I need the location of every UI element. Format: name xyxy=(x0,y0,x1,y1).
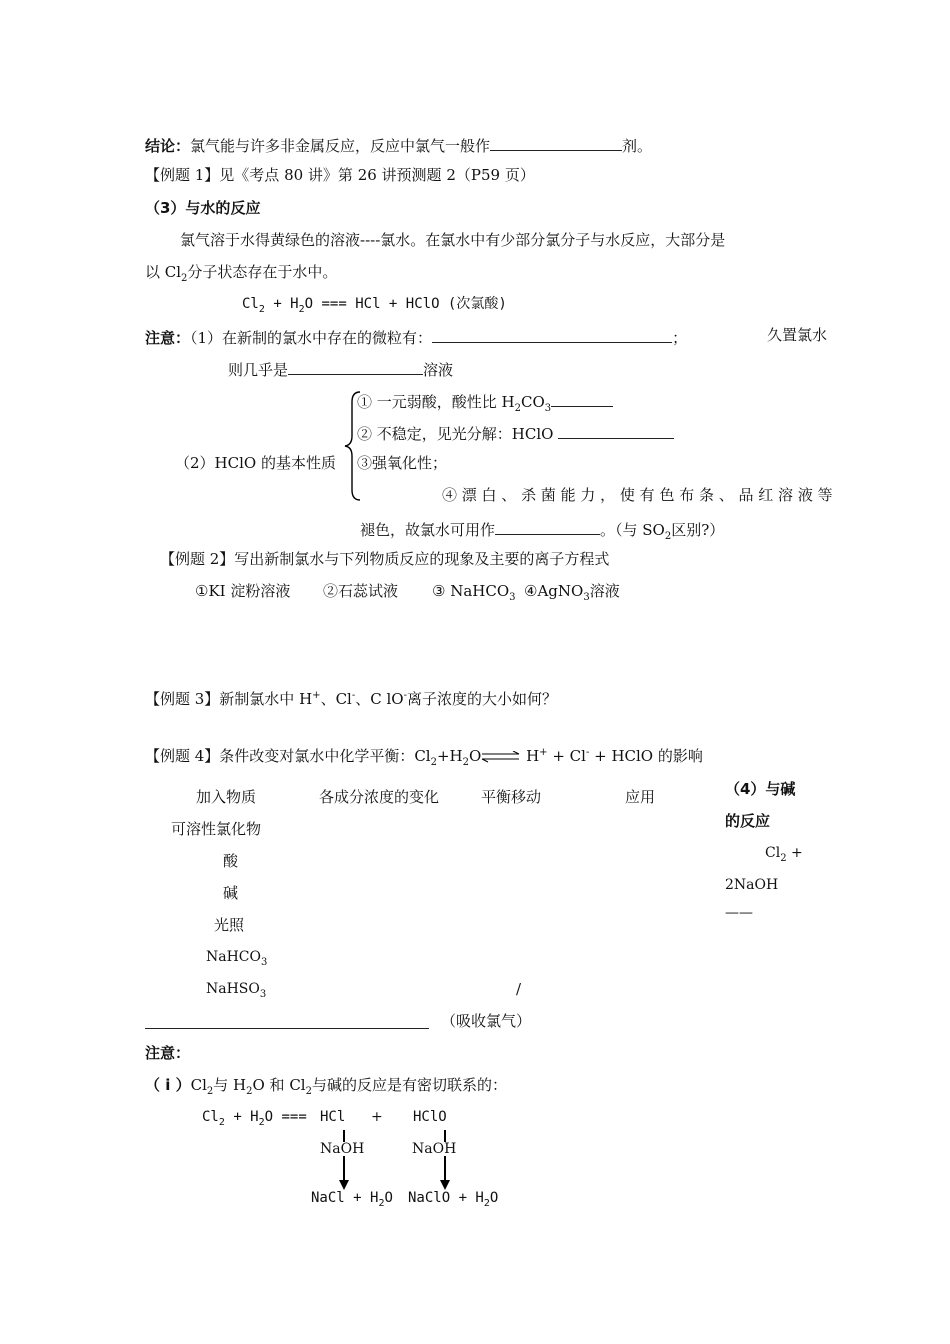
superscript: - xyxy=(351,690,356,701)
conclusion-label: 结论： xyxy=(145,137,191,155)
diagram-naoh-2: NaOH xyxy=(412,1141,457,1157)
ex3-text: 离子浓度的大小如何？ xyxy=(406,690,557,708)
ex4-text: +H xyxy=(436,747,463,765)
hclo-text: 褪色，故氯水可用作 xyxy=(360,521,496,539)
conclusion-suffix: 剂。 xyxy=(622,137,653,155)
ex3-text: 【例题 3】新制氯水中 H xyxy=(145,690,313,708)
subscript: 2 xyxy=(514,403,521,414)
diag-text: NaClO + H xyxy=(408,1190,484,1206)
subscript: 3 xyxy=(259,988,267,1000)
table-header-application: 应用 xyxy=(625,788,656,806)
example2-title: 【例题 2】写出新制氯水与下列物质反应的现象及主要的离子方程式 xyxy=(160,550,610,568)
note-label: 注意： xyxy=(145,329,191,347)
para1-line2 xyxy=(145,263,338,284)
table-header-concentration: 各成分浓度的变化 xyxy=(319,788,440,806)
para1-line1: 氯气溶于水得黄绿色的溶液----氯水。在氯水中有少部分氯分子与水反应，大部分是 xyxy=(180,231,726,249)
conclusion-text: 氯气能与许多非金属反应，反应中氯气一般作 xyxy=(190,137,491,155)
table-header-substance: 加入物质 xyxy=(196,788,257,806)
semicolon: ； xyxy=(672,329,688,347)
ex4-text: 【例题 4】条件改变对氯水中化学平衡：Cl xyxy=(145,747,431,765)
note1-right: 久置氯水 xyxy=(767,326,828,344)
ex3-text: 、Cl xyxy=(320,690,352,708)
subscript: 2 xyxy=(258,303,265,315)
diagram-bottom-eq-2 xyxy=(408,1190,499,1209)
arrow-head-icon xyxy=(339,1180,349,1190)
blank-acidity xyxy=(551,392,613,407)
subscript: 2 xyxy=(430,757,437,768)
diagram-bottom-eq xyxy=(311,1190,393,1209)
subscript: 3 xyxy=(509,592,516,603)
item-text: 溶液 xyxy=(589,582,620,600)
superscript: - xyxy=(403,690,407,701)
equation-chlorine-water xyxy=(242,296,507,315)
note2-text: 与碱的反应是有密切联系的： xyxy=(311,1076,507,1094)
diag-text: NaCl + H xyxy=(311,1190,379,1206)
table-row xyxy=(206,949,268,968)
subscript: 3 xyxy=(544,403,552,414)
eq-part: + H xyxy=(264,296,299,312)
superscript: + xyxy=(539,747,548,758)
equilibrium-arrow-icon xyxy=(481,751,521,763)
side-eq-3: —— xyxy=(725,905,753,921)
note2-index: （ i ） xyxy=(145,1076,191,1094)
example2-item2: ②石蕊试液 xyxy=(323,582,399,600)
blank-solution xyxy=(288,360,423,375)
subscript: 2 xyxy=(305,1086,312,1097)
superscript: + xyxy=(312,690,321,701)
absorb-line xyxy=(145,1014,429,1032)
ex4-text: O xyxy=(469,747,482,765)
superscript: - xyxy=(585,747,590,758)
para1-text-b: 分子状态存在于水中。 xyxy=(187,263,338,281)
hclo-prop4: ④ 漂 白 、 杀 菌 能 力 ， 使 有 色 布 条 、 品 红 溶 液 等 xyxy=(442,486,833,504)
note1-line xyxy=(145,328,687,346)
table-header-shift: 平衡移动 xyxy=(481,788,542,806)
subscript: 2 xyxy=(218,1116,225,1128)
note1-text-end: 溶液 xyxy=(423,361,454,379)
subscript: 2 xyxy=(258,1116,265,1128)
table-row: 碱 xyxy=(223,884,239,902)
hclo-text: ① 一元弱酸，酸性比 H xyxy=(357,393,515,411)
eq-part: Cl xyxy=(242,296,259,312)
diagram-top-eq xyxy=(202,1109,307,1128)
note1-line2 xyxy=(228,360,453,378)
note2-text: 与 H xyxy=(213,1076,247,1094)
subscript: 2 xyxy=(378,1197,385,1209)
diag-text: O xyxy=(384,1190,393,1206)
subscript: 2 xyxy=(246,1086,253,1097)
blank-particles xyxy=(432,328,672,343)
note2-text: O 和 Cl xyxy=(252,1076,306,1094)
ex3-text: 、C lO xyxy=(355,690,404,708)
hclo-prop2 xyxy=(357,424,674,442)
diagram-hcl: HCl xyxy=(320,1109,346,1125)
absorb-label: （吸收氯气） xyxy=(441,1012,532,1030)
table-row xyxy=(206,981,267,1000)
subscript: 2 xyxy=(181,273,188,284)
blank-use xyxy=(495,520,600,535)
diagram-plus: + xyxy=(371,1109,383,1125)
diag-text: Cl xyxy=(202,1109,219,1125)
example4-line xyxy=(145,747,703,768)
hclo-prop3: ③强氧化性； xyxy=(357,454,448,472)
subscript: 2 xyxy=(664,531,672,542)
item-text: ④AgNO xyxy=(524,582,584,600)
note2-i-line xyxy=(145,1076,507,1097)
diagram-naoh-1: NaOH xyxy=(320,1141,365,1157)
subscript: 3 xyxy=(583,592,590,603)
diag-text: O === xyxy=(264,1109,307,1125)
hclo-text: 。（与 SO xyxy=(600,521,665,539)
hclo-text: CO xyxy=(521,393,545,411)
table-slash: / xyxy=(516,980,522,998)
row-text: NaHCO xyxy=(206,949,261,965)
table-row: 酸 xyxy=(223,852,239,870)
section3-title: （3）与水的反应 xyxy=(145,199,261,217)
row-text: NaHSO xyxy=(206,981,260,997)
eq-part: O === HCl + HClO (次氯酸) xyxy=(304,296,507,312)
blank-agent xyxy=(490,136,622,151)
note1-item1: （1）在新制的氯水中存在的微粒有： xyxy=(190,329,433,347)
example1-line: 【例题 1】见《考点 80 讲》第 26 讲预测题 2（P59 页） xyxy=(145,166,535,184)
hclo-text: 区别?） xyxy=(671,521,725,539)
table-row: 光照 xyxy=(214,916,245,934)
side-eq-1 xyxy=(765,845,803,864)
subscript: 2 xyxy=(462,757,469,768)
subscript: 3 xyxy=(261,956,268,968)
ex4-text: + HClO 的影响 xyxy=(589,747,703,765)
diag-text: O xyxy=(489,1190,499,1206)
conclusion-line xyxy=(145,136,652,154)
item-text: ③ NaHCO xyxy=(432,582,510,600)
subscript: 2 xyxy=(483,1197,490,1209)
diag-text: + H xyxy=(224,1109,259,1125)
side-eq-2: 2NaOH xyxy=(725,877,779,893)
blank-decomposition xyxy=(558,424,674,439)
side-title-1: （4）与碱 xyxy=(725,780,796,798)
example2-item4 xyxy=(524,582,620,603)
example2-item3 xyxy=(432,582,516,603)
example2-item1: ①KI 淀粉溶液 xyxy=(195,582,291,600)
hclo-prop1 xyxy=(357,392,613,414)
para1-text-a: 以 Cl xyxy=(145,263,182,281)
hclo-text: ② 不稳定，见光分解：HClO xyxy=(357,425,554,443)
side-text: Cl xyxy=(765,845,781,861)
example3-line xyxy=(145,692,557,707)
note1-text: 则几乎是 xyxy=(228,361,289,379)
subscript: 2 xyxy=(298,303,305,315)
subscript: 2 xyxy=(206,1086,214,1097)
hclo-prop5 xyxy=(360,520,725,542)
side-text: + xyxy=(786,845,803,861)
blank-absorb xyxy=(145,1014,429,1029)
subscript: 2 xyxy=(780,852,787,864)
ex4-text: + Cl xyxy=(547,747,586,765)
note2-label: 注意： xyxy=(145,1044,191,1062)
arrow-head-icon xyxy=(440,1180,450,1190)
ex4-text: H xyxy=(521,747,540,765)
diagram-hclo: HClO xyxy=(413,1109,447,1125)
side-title-2: 的反应 xyxy=(725,812,771,830)
table-row: 可溶性氯化物 xyxy=(171,820,262,838)
note2-text: Cl xyxy=(190,1076,207,1094)
hclo-title: （2）HClO 的基本性质 xyxy=(175,454,336,472)
